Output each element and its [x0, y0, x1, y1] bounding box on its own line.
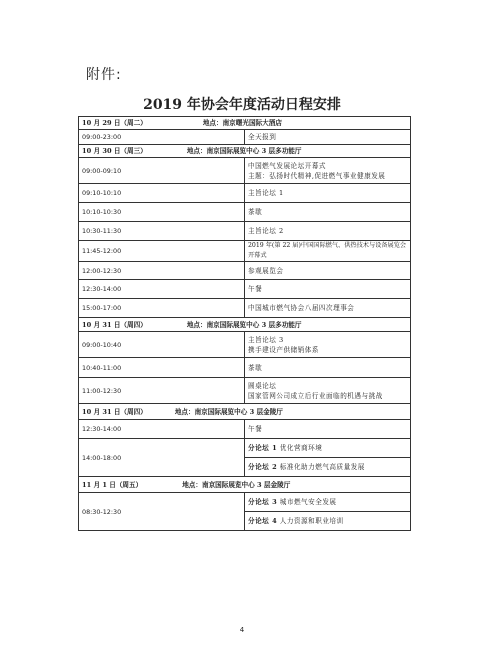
content-cell: 茶歇 [245, 203, 411, 222]
table-row [79, 358, 411, 378]
content-cell: 主旨论坛 2 [245, 222, 411, 241]
date-header-row [79, 404, 411, 420]
content-line: 携手建设产供储销体系 [248, 345, 319, 354]
content-cell [245, 493, 411, 512]
schedule-table [78, 116, 411, 531]
table-row [79, 130, 411, 145]
content-cell: 主旨论坛 1 [245, 184, 411, 203]
time-cell: 10:30-11:30 [79, 222, 245, 241]
location-label: 地点：南京国际展览中心 3 层多功能厅 [186, 320, 302, 329]
content-line: 圆桌论坛 [248, 381, 277, 390]
content-cell: 午餐 [245, 420, 411, 439]
date-label: 10 月 31 日（周四） [82, 407, 147, 416]
content-line: 国家管网公司成立后行业面临的机遇与挑战 [248, 391, 383, 400]
date-header-cell [79, 117, 411, 130]
table-row [79, 241, 411, 262]
table-row [79, 378, 411, 404]
content-cell: 全天报到 [245, 130, 411, 145]
sub-forum-topic: 人力资源和职业培训 [279, 517, 344, 525]
content-cell [245, 332, 411, 358]
table-row [79, 332, 411, 358]
table-row [79, 493, 411, 512]
time-cell: 08:30-12:30 [79, 493, 245, 531]
date-header-cell [79, 318, 411, 332]
date-label: 10 月 31 日（周四） [82, 320, 147, 329]
content-cell [245, 512, 411, 531]
attachment-label: 附件: [86, 67, 122, 83]
date-label: 11 月 1 日（周五） [82, 480, 143, 489]
sub-forum-topic: 城市燃气安全发展 [279, 498, 337, 506]
table-row [79, 262, 411, 280]
date-header-cell [79, 477, 411, 493]
sub-forum-label: 分论坛 4 [248, 517, 278, 525]
time-cell: 09:00-23:00 [79, 130, 245, 145]
time-cell: 15:00-17:00 [79, 299, 245, 318]
time-cell: 09:00-09:10 [79, 158, 245, 184]
time-cell: 09:00-10:40 [79, 332, 245, 358]
time-cell: 12:30-14:00 [79, 280, 245, 299]
time-cell: 14:00-18:00 [79, 439, 245, 477]
content-cell: 茶歇 [245, 358, 411, 378]
time-cell: 10:10-10:30 [79, 203, 245, 222]
page-number: 4 [239, 626, 245, 634]
sub-forum-topic: 优化营商环境 [279, 444, 323, 452]
table-row [79, 439, 411, 458]
time-cell: 12:30-14:00 [79, 420, 245, 439]
time-cell: 12:00-12:30 [79, 262, 245, 280]
date-header-row [79, 318, 411, 332]
content-cell [245, 439, 411, 458]
table-row [79, 203, 411, 222]
date-label: 10 月 29 日（周二） [82, 119, 147, 127]
content-cell [245, 378, 411, 404]
content-cell [245, 158, 411, 184]
sub-forum-label: 分论坛 1 [248, 444, 278, 452]
date-header-row [79, 117, 411, 130]
location-label: 地点：南京国际展览中心 3 层多功能厅 [186, 147, 302, 155]
sub-forum-label: 分论坛 3 [248, 498, 278, 506]
content-line: 主题：弘扬时代精神,促进燃气事业健康发展 [248, 171, 386, 180]
location-label: 地点：南京国际展览中心 3 层金陵厅 [174, 407, 283, 416]
date-header-cell [79, 404, 411, 420]
content-cell: 中国城市燃气协会八届四次理事会 [245, 299, 411, 318]
table-row [79, 299, 411, 318]
sub-forum-label: 分论坛 2 [248, 463, 278, 471]
location-label: 地点：南京国际展览中心 3 层金陵厅 [182, 480, 291, 489]
content-line: 主旨论坛 3 [248, 335, 284, 344]
content-line: 中国燃气发展论坛开幕式 [248, 161, 327, 170]
date-header-row [79, 145, 411, 158]
content-cell: 参观展览会 [245, 262, 411, 280]
date-header-cell [79, 145, 411, 158]
content-cell: 午餐 [245, 280, 411, 299]
location-label: 地点：南京曙光国际大酒店 [202, 119, 282, 127]
content-cell [245, 458, 411, 477]
time-cell: 11:45-12:00 [79, 241, 245, 262]
document-title: 2019 年协会年度活动日程安排 [143, 97, 341, 113]
time-cell: 09:10-10:10 [79, 184, 245, 203]
table-row [79, 158, 411, 184]
table-row [79, 222, 411, 241]
time-cell: 11:00-12:30 [79, 378, 245, 404]
time-cell: 10:40-11:00 [79, 358, 245, 378]
sub-forum-topic: 标准化助力燃气高质量发展 [279, 463, 365, 471]
table-row [79, 280, 411, 299]
table-row [79, 420, 411, 439]
date-label: 10 月 30 日（周三） [82, 147, 147, 155]
content-cell: 2019 年(第 22 届)中国国际燃气、供热技术与设备展览会开幕式 [245, 241, 411, 262]
table-row [79, 184, 411, 203]
date-header-row [79, 477, 411, 493]
